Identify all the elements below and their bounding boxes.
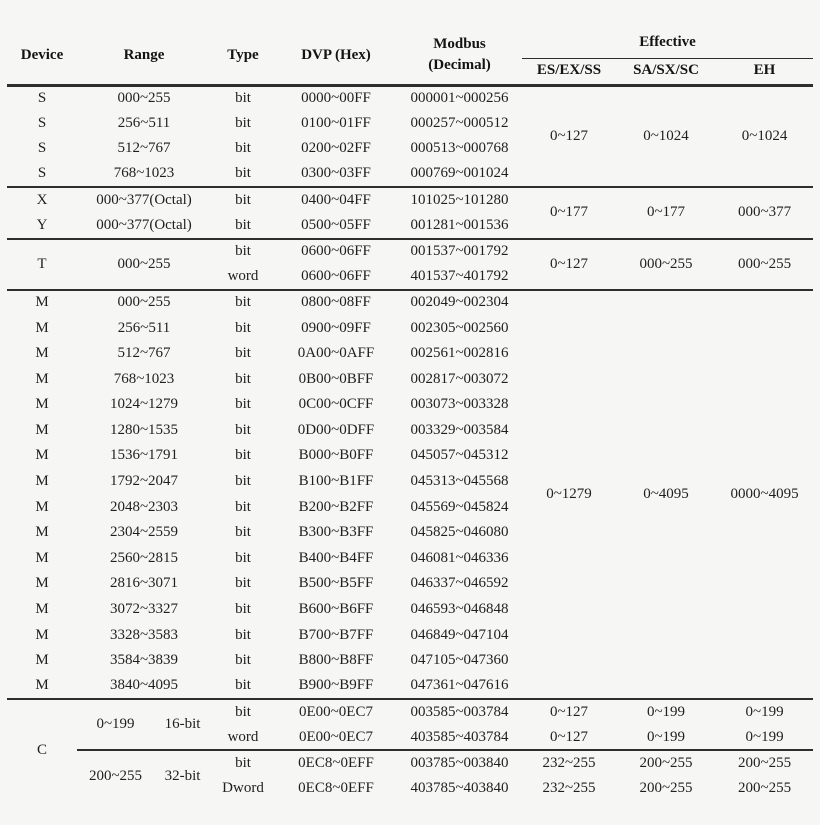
cell-range: 3840~4095 [77,674,211,700]
cell-range: 1536~1791 [109,447,179,464]
cell-type: bit [235,421,251,438]
cell-modbus: 101025~101280 [410,192,509,209]
cell-device: M [35,345,49,362]
modbus-address-table [7,27,813,802]
cell-type: bit [235,345,251,362]
cell-modbus: 001537~001792 [410,243,509,260]
cell-effective-sa: 0~199 [616,725,716,751]
header-range: Range [77,27,211,85]
cell-type: bit [235,498,251,515]
header-effective: Effective [522,27,813,58]
cell-device: S [37,140,47,157]
cell-device: X [36,192,48,209]
table-row-s [7,85,813,111]
cell-modbus: 000001~000256 [410,89,509,106]
cell-type: bit [235,652,251,669]
cell-dvp: B600~B6FF [298,601,374,618]
cell-effective-sa: 0~199 [646,703,686,720]
cell-type: bit [235,192,251,209]
cell-dvp: 0000~00FF [301,89,371,106]
cell-range: 000~255 [117,89,171,106]
cell-type: bit [235,294,251,311]
cell-dvp: B700~B7FF [298,626,374,643]
cell-modbus: 002305~002560 [410,319,509,336]
cell-effective-es: 232~255 [542,780,596,797]
cell-modbus: 000769~001024 [397,162,522,188]
cell-dvp: B300~B3FF [298,524,374,541]
cell-device: M [35,473,49,490]
cell-modbus: 002049~002304 [410,294,509,311]
cell-range: 512~767 [117,345,171,362]
cell-type: bit [235,140,251,157]
cell-range: 2304~2559 [109,524,179,541]
cell-dvp: 0E00~0EC7 [299,703,373,720]
cell-range: 200~255 [88,767,143,784]
cell-range: 1280~1535 [109,421,179,438]
cell-device: M [35,652,49,669]
cell-device: M [35,294,49,311]
cell-dvp: B000~B0FF [298,447,374,464]
table-row-x [7,187,813,213]
cell-dvp: 0100~01FF [301,114,371,131]
cell-range: 1792~2047 [109,473,179,490]
cell-type: bit [235,396,251,413]
cell-modbus: 001281~001536 [397,213,522,239]
cell-dvp: 0600~06FF [275,264,397,290]
cell-effective-sa: 000~255 [616,239,716,290]
cell-type: bit [235,601,251,618]
cell-type: bit [235,473,251,490]
cell-range: 3328~3583 [109,626,179,643]
cell-range: 3584~3839 [109,652,179,669]
header-type: Type [211,27,275,85]
cell-dvp: B800~B8FF [298,652,374,669]
header-modbus-line1: Modbus [433,35,486,52]
cell-modbus: 401537~401792 [397,264,522,290]
cell-dvp: 0A00~0AFF [297,345,375,362]
cell-modbus: 046593~046848 [410,601,509,618]
cell-device: S [37,114,47,131]
cell-device: S [7,162,77,188]
cell-range: 2048~2303 [109,498,179,515]
header-eh: EH [716,58,813,85]
cell-dvp: B100~B1FF [298,473,374,490]
table-row-t [7,239,813,265]
cell-device: M [35,524,49,541]
cell-effective-sa: 200~255 [639,755,693,772]
cell-dvp: 0C00~0CFF [298,396,374,413]
cell-modbus: 045825~046080 [410,524,509,541]
header-es-ex-ss: ES/EX/SS [522,58,616,85]
cell-effective-sa: 0~1024 [616,85,716,187]
cell-dvp: 0200~02FF [301,140,371,157]
cell-device: M [35,601,49,618]
cell-device: M [35,396,49,413]
cell-dvp: 0300~03FF [275,162,397,188]
cell-device: M [35,421,49,438]
cell-type: bit [235,755,251,772]
cell-type: bit [235,243,251,260]
cell-type: bit [235,549,251,566]
cell-device: S [37,89,47,106]
cell-modbus: 003329~003584 [410,421,509,438]
cell-device: M [35,549,49,566]
cell-modbus: 045057~045312 [410,447,509,464]
cell-range: 768~1023 [77,162,211,188]
cell-device: M [35,319,49,336]
cell-modbus: 046849~047104 [410,626,509,643]
cell-modbus: 046337~046592 [410,575,509,592]
cell-range: 256~511 [117,114,171,131]
cell-dvp: 0500~05FF [275,213,397,239]
cell-dvp: B500~B5FF [298,575,374,592]
cell-type: bit [235,575,251,592]
cell-effective-eh: 000~377 [716,187,813,238]
cell-type: bit [235,370,251,387]
cell-modbus: 003585~003784 [410,703,509,720]
cell-range: 2560~2815 [109,549,179,566]
cell-range: 512~767 [117,140,171,157]
cell-dvp: B200~B2FF [298,498,374,515]
cell-effective-eh: 000~255 [716,239,813,290]
cell-type: bit [235,626,251,643]
cell-dvp: 0E00~0EC7 [275,725,397,751]
cell-dvp: 0900~09FF [301,319,371,336]
cell-type: bit [211,213,275,239]
cell-type: Dword [222,780,264,797]
cell-effective-es: 0~127 [549,703,589,720]
cell-range: 256~511 [117,319,171,336]
cell-effective-eh: 0~1024 [716,85,813,187]
header-row-1 [7,27,813,58]
header-device: Device [7,27,77,85]
cell-modbus: 045569~045824 [410,498,509,515]
cell-device: M [7,674,77,700]
cell-dvp: B400~B4FF [298,549,374,566]
cell-effective-eh: 200~255 [737,755,792,772]
cell-range: 3072~3327 [109,601,179,618]
cell-effective-eh: 200~255 [737,780,792,797]
cell-effective-sa: 200~255 [639,780,693,797]
cell-effective-sa: 0~177 [616,187,716,238]
cell-device: C [36,742,47,759]
header-sa-sx-sc: SA/SX/SC [616,58,716,85]
cell-dvp: 0800~08FF [301,294,371,311]
cell-range-bits: 32-bit [164,767,201,784]
cell-device: M [35,626,49,643]
cell-device: M [35,575,49,592]
header-dvp-hex: DVP (Hex) [275,27,397,85]
cell-type: bit [235,447,251,464]
cell-range: 2816~3071 [109,575,179,592]
header-modbus-decimal [397,27,522,85]
cell-modbus: 403785~403840 [410,780,509,797]
cell-modbus: 047361~047616 [397,674,522,700]
cell-dvp: 0400~04FF [301,192,371,209]
cell-dvp: 0EC8~0EFF [298,755,374,772]
cell-modbus: 002561~002816 [410,345,509,362]
cell-range: 000~377(Octal) [96,192,192,209]
cell-type: word [211,264,275,290]
cell-modbus: 003073~003328 [410,396,509,413]
cell-dvp: 0600~06FF [301,243,371,260]
table-header [7,27,813,85]
cell-dvp: 0D00~0DFF [297,421,375,438]
cell-range: 000~377(Octal) [77,213,211,239]
cell-effective-es: 0~127 [522,85,616,187]
cell-device: T [7,239,77,290]
cell-modbus: 002817~003072 [410,370,509,387]
cell-effective-es: 0~177 [522,187,616,238]
cell-effective-es: 0~1279 [522,290,616,700]
cell-effective-eh: 0~199 [716,725,813,751]
cell-range: 1024~1279 [109,396,179,413]
cell-modbus: 003785~003840 [410,755,509,772]
cell-modbus: 000513~000768 [410,140,509,157]
cell-range: 000~255 [117,294,171,311]
cell-device: M [35,447,49,464]
cell-modbus: 047105~047360 [410,652,509,669]
cell-effective-eh: 0~199 [745,703,784,720]
cell-type: bit [235,114,251,131]
cell-effective-sa: 0~4095 [616,290,716,700]
cell-effective-es: 0~127 [522,239,616,290]
cell-type: bit [211,674,275,700]
cell-type: word [211,725,275,751]
cell-dvp: B900~B9FF [275,674,397,700]
cell-type: bit [235,319,251,336]
cell-type: bit [211,162,275,188]
cell-type: bit [235,703,251,720]
cell-effective-eh: 0000~4095 [716,290,813,700]
cell-effective-es: 232~255 [542,755,596,772]
header-modbus-line2: (Decimal) [428,57,491,74]
cell-range: 000~255 [77,239,211,290]
table-row-c [7,750,813,776]
table-row-c [7,699,813,725]
cell-modbus: 403585~403784 [397,725,522,751]
cell-type: bit [235,524,251,541]
cell-effective-es: 0~127 [522,725,616,751]
cell-range-bits: 16-bit [154,699,211,750]
cell-modbus: 045313~045568 [410,473,509,490]
cell-dvp: 0EC8~0EFF [298,780,374,797]
cell-dvp: 0B00~0BFF [298,370,374,387]
cell-modbus: 046081~046336 [410,549,509,566]
cell-device: Y [7,213,77,239]
cell-modbus: 000257~000512 [410,114,509,131]
cell-type: bit [235,89,251,106]
cell-range: 768~1023 [113,370,175,387]
cell-device: M [35,498,49,515]
cell-range: 0~199 [77,699,154,750]
cell-device: M [35,370,49,387]
table-row-m [7,290,813,316]
